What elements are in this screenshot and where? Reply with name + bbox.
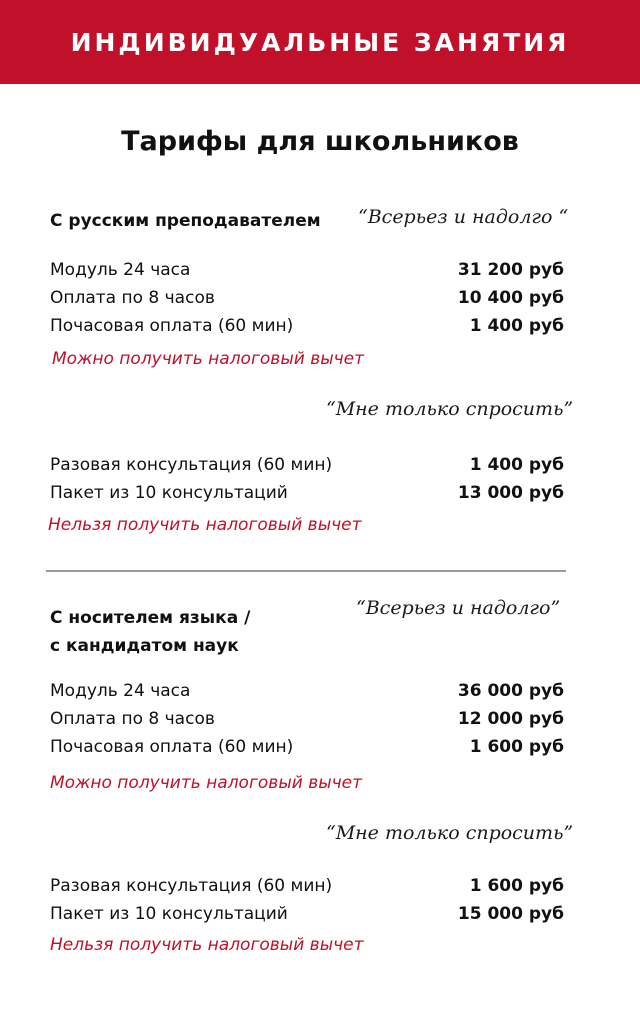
price-value: 36 000 руб (457, 681, 564, 701)
price-value: 13 000 руб (457, 483, 564, 503)
section-divider (46, 570, 566, 572)
price-value: 10 400 руб (457, 288, 564, 308)
script-label-just-ask: “Мне только спросить” (326, 822, 574, 844)
tax-note-allowed: Можно получить налоговый вычет (50, 773, 363, 793)
price-name: Оплата по 8 часов (50, 288, 215, 308)
price-row (50, 479, 570, 507)
price-row (50, 451, 570, 479)
price-row (50, 705, 570, 733)
section-heading-line: с кандидатом наук (50, 636, 239, 656)
price-value: 31 200 руб (457, 260, 564, 280)
section-heading-line: С носителем языка / (50, 608, 251, 628)
section-heading-russian-teacher (50, 207, 321, 235)
price-value: 1 600 руб (469, 737, 564, 757)
script-label-just-ask: “Мне только спросить” (326, 398, 574, 420)
price-list (50, 256, 570, 340)
tax-note-allowed: Можно получить налоговый вычет (52, 349, 365, 369)
price-value: 15 000 руб (457, 904, 564, 924)
script-label-long-term: “Всерьез и надолго” (356, 597, 561, 619)
tax-note-not-allowed: Нельзя получить налоговый вычет (50, 935, 364, 955)
header-title: ИНДИВИДУАЛЬНЫЕ ЗАНЯТИЯ (70, 27, 570, 57)
price-value: 12 000 руб (457, 709, 564, 729)
price-list (50, 451, 570, 507)
price-name: Почасовая оплата (60 мин) (50, 316, 294, 336)
price-value: 1 400 руб (469, 455, 564, 475)
price-name: Разовая консультация (60 мин) (50, 455, 333, 475)
price-row (50, 284, 570, 312)
price-name: Модуль 24 часа (50, 681, 191, 701)
price-row (50, 872, 570, 900)
price-row (50, 677, 570, 705)
price-name: Модуль 24 часа (50, 260, 191, 280)
price-list (50, 872, 570, 928)
price-name: Оплата по 8 часов (50, 709, 215, 729)
price-name: Почасовая оплата (60 мин) (50, 737, 294, 757)
section-heading-native-speaker (50, 604, 250, 660)
price-row (50, 312, 570, 340)
page-title: Тарифы для школьников (121, 126, 519, 157)
price-list (50, 677, 570, 761)
price-value: 1 400 руб (469, 316, 564, 336)
price-name: Пакет из 10 консультаций (50, 904, 288, 924)
header-banner (0, 0, 640, 84)
tax-note-not-allowed: Нельзя получить налоговый вычет (48, 515, 362, 535)
price-value: 1 600 руб (469, 876, 564, 896)
price-row (50, 256, 570, 284)
section-heading-line: С русским преподавателем (50, 211, 321, 231)
price-name: Пакет из 10 консультаций (50, 483, 288, 503)
price-row (50, 733, 570, 761)
price-name: Разовая консультация (60 мин) (50, 876, 333, 896)
script-label-long-term: “Всерьез и надолго “ (358, 206, 569, 228)
price-row (50, 900, 570, 928)
